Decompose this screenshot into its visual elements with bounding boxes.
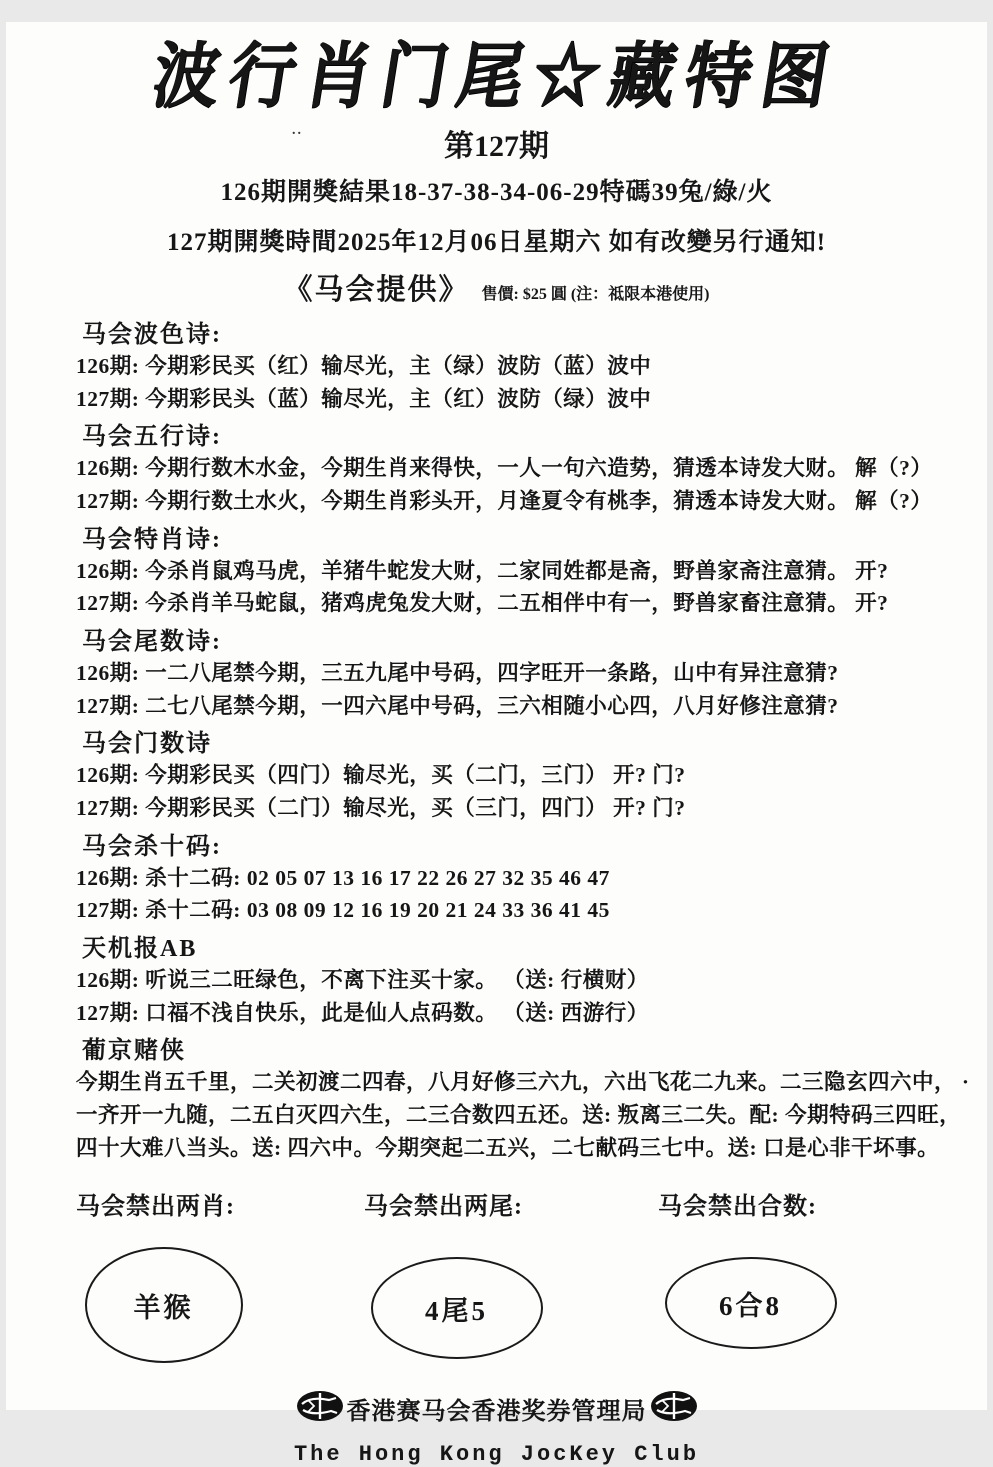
- poem-line: 126期: 今期彩民买（红）输尽光，主（绿）波防（蓝）波中: [76, 354, 652, 378]
- provider-line: [6, 267, 987, 308]
- section-heading: 马会门数诗: [82, 731, 212, 758]
- jockey-club-logo-right-icon: [649, 1389, 699, 1428]
- section-heading: 马会五行诗:: [82, 424, 222, 451]
- draw-time-line: 127期開獎時間2025年12月06日星期六 如有改變另行通知!: [166, 229, 827, 256]
- forbidden-zodiac-label: 马会禁出两肖:: [76, 1194, 235, 1221]
- section-weishu-poem: [6, 627, 987, 722]
- poem-line: 今期生肖五千里，二关初渡二四春，八月好修三六九，六出飞花二九来。二三隐玄四六中， ·: [76, 1070, 970, 1095]
- forbidden-row: [6, 1186, 987, 1371]
- section-heading: 马会杀十码:: [82, 833, 222, 860]
- page-title: 波行肖门尾☆藏特图: [147, 37, 844, 117]
- section-wuxing-poem: [6, 422, 987, 517]
- forbidden-tail-value: 4尾5: [425, 1295, 488, 1326]
- issue-number: [6, 121, 987, 165]
- section-shashima: [6, 832, 987, 927]
- section-heading: 天机报AB: [82, 936, 198, 963]
- section-bose-poem: [6, 320, 987, 415]
- poem-line: 126期: 今期彩民买（四门）输尽光，买（二门，三门） 开? 门?: [76, 763, 686, 788]
- forbidden-zodiac-block: [76, 1186, 251, 1363]
- poem-line: 126期: 今期行数木水金，今期生肖来得快，一人一句六造势，猜透本诗发大财。 解（?）: [76, 456, 933, 481]
- forbidden-tail-label: 马会禁出两尾:: [364, 1194, 523, 1221]
- section-heading: 葡京赌侠: [82, 1038, 186, 1065]
- kill-numbers-line: 127期: 杀十二码: 03 08 09 12 16 19 20 21 24 33 36 41 45: [76, 898, 610, 923]
- forbidden-zodiac-value: 羊猴: [133, 1292, 194, 1323]
- section-pujing-duxia: [6, 1036, 987, 1164]
- draw-result-line: 126期開獎結果18-37-38-34-06-29特碼39兔/綠/火: [220, 179, 773, 206]
- jockey-club-logo-left-icon: [295, 1389, 345, 1428]
- kill-numbers-line: 126期: 杀十二码: 02 05 07 13 16 17 22 26 27 32 35 46 47: [76, 865, 610, 890]
- forbidden-sum-ellipse: [665, 1257, 837, 1349]
- price-note: 售價: $25 圓 (注：祗限本港使用): [481, 286, 710, 303]
- poem-line: 四十大难八当头。送: 四六中。今期突起二五兴，二七献码三七中。送: 口是心非干坏事。: [76, 1135, 940, 1160]
- poem-line: 一齐开一九随，二五白灭四六生，二三合数四五还。送: 叛离三二失。配: 今期特码三四旺，: [76, 1103, 962, 1128]
- section-heading: 马会特肖诗:: [82, 526, 222, 553]
- issue-number-text: 第127期: [444, 130, 549, 163]
- print-noise-dots: ..: [292, 123, 303, 138]
- poem-line: 126期: 今杀肖鼠鸡马虎，羊猪牛蛇发大财，二家同姓都是斋，野兽家斋注意猜。 开?: [76, 558, 889, 583]
- footer-cn-text: 香港赛马会香港奖券管理局: [346, 1399, 647, 1426]
- poem-sections: [6, 320, 987, 1164]
- forbidden-sum-value: 6合8: [719, 1290, 782, 1321]
- poem-line: 127期: 今杀肖羊马蛇鼠，猪鸡虎兔发大财，二五相伴中有一，野兽家畜注意猜。 开?: [76, 591, 889, 616]
- poem-line: 126期: 听说三二旺绿色，不离下注买十家。 （送: 行横财）: [76, 968, 649, 993]
- section-menshu-poem: [6, 729, 987, 824]
- poem-line: 126期: 一二八尾禁今期，三五九尾中号码，四字旺开一条路，山中有异注意猜?: [76, 661, 839, 686]
- poem-line: 127期: 口福不浅自快乐，此是仙人点码数。 （送: 西游行）: [76, 1000, 649, 1025]
- section-heading: 马会波色诗:: [82, 322, 222, 348]
- section-heading: 马会尾数诗:: [82, 629, 222, 656]
- poem-line: 127期: 今期行数土水火，今期生肖彩头开，月逢夏令有桃李，猜透本诗发大财。 解（?）: [76, 489, 933, 514]
- footer-en-text: The Hong Kong JocKey Club: [293, 1442, 700, 1467]
- section-tianjibao: [6, 934, 987, 1029]
- poem-line: 127期: 今期彩民买（二门）输尽光，买（三门，四门） 开? 门?: [76, 796, 686, 821]
- poem-line: 127期: 今期彩民头（蓝）输尽光，主（红）波防（绿）波中: [76, 386, 652, 411]
- forbidden-zodiac-ellipse: [85, 1247, 243, 1363]
- forbidden-sum-label: 马会禁出合数:: [658, 1194, 817, 1221]
- forbidden-tail-ellipse: [371, 1257, 543, 1359]
- footer: [6, 1389, 987, 1467]
- forbidden-sum-block: [658, 1186, 843, 1349]
- tip-sheet-page: [6, 22, 987, 1467]
- provider-name: 《马会提供》: [283, 274, 470, 306]
- section-texiao-poem: [6, 525, 987, 620]
- forbidden-tail-block: [364, 1186, 549, 1359]
- footer-cn-line: [6, 1389, 987, 1428]
- poem-line: 127期: 二七八尾禁今期，一四六尾中号码，三六相随小心四，八月好修注意猜?: [76, 693, 839, 718]
